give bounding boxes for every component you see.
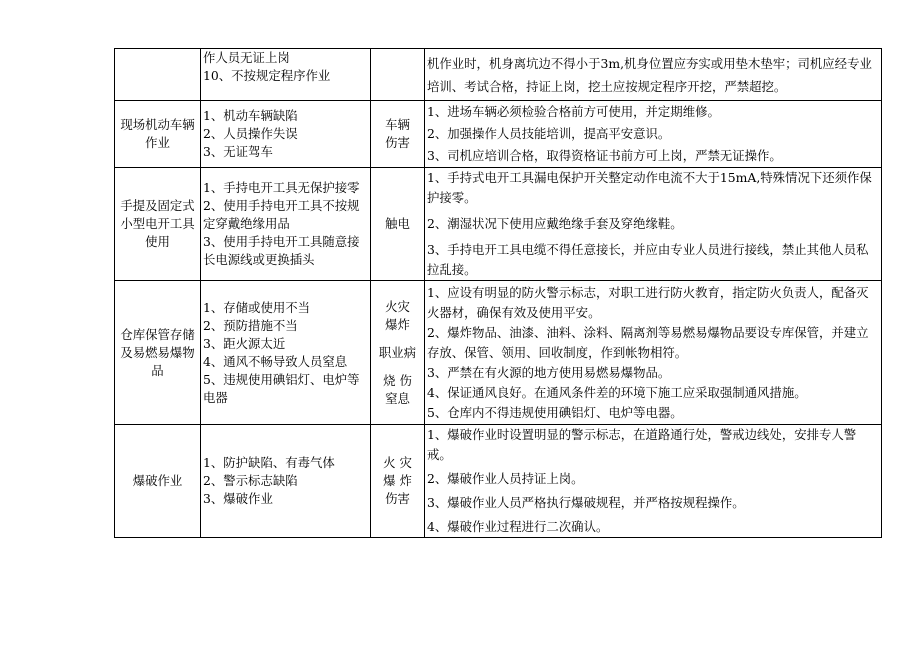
hazard-item: 3、使用手持电开工具随意接长电源线或更换插头: [203, 234, 360, 267]
harm-item: 火 灾: [383, 455, 412, 470]
hazard-item: 4、通风不畅导致人员窒息: [203, 353, 348, 369]
hazard-cell: [201, 168, 371, 281]
work-type-cell: 现场机动车辆作业: [115, 101, 201, 168]
table-row: [115, 425, 882, 538]
measure-cell: [425, 49, 882, 101]
work-type-cell: [115, 49, 201, 101]
measure-item: 1、手持式电开工具漏电保护开关整定动作电流不大于15mA,特殊情况下还须作保护接零。: [427, 170, 872, 205]
work-type-cell: 手提及固定式小型电开工具使用: [115, 168, 201, 281]
harm-cell: [371, 101, 425, 168]
hazard-item: 作人员无证上岗: [203, 50, 290, 65]
measure-item: 5、仓库内不得违规使用碘铝灯、电炉等电器。: [427, 404, 683, 420]
hazard-item: 1、手持电开工具无保护接零: [203, 180, 360, 195]
measure-item: 3、爆破作业人员严格执行爆破规程，并严格按规程操作。: [427, 495, 745, 510]
harm-item: 窒息: [385, 390, 410, 406]
measure-item: 4、爆破作业过程进行二次确认。: [427, 519, 609, 534]
hazard-cell: [201, 49, 371, 101]
measure-cell: [425, 101, 882, 168]
hazard-item: 1、防护缺陷、有毒气体: [203, 455, 335, 470]
table-row: [115, 49, 882, 101]
safety-measures-table: [114, 48, 882, 538]
hazard-item: 3、距火源太近: [203, 335, 286, 351]
harm-item: 爆炸: [385, 316, 410, 332]
table-row: [115, 101, 882, 168]
measure-cell: [425, 425, 882, 538]
measure-item: 2、潮湿状况下使用应戴绝缘手套及穿绝缘鞋。: [427, 216, 683, 231]
hazard-item: 10、不按规定程序作业: [203, 68, 331, 83]
measure-item: 3、司机应培训合格，取得资格证书前方可上岗，严禁无证操作。: [427, 148, 782, 163]
harm-item: 车辆: [385, 117, 410, 132]
hazard-item: 2、警示标志缺陷: [203, 473, 298, 488]
measure-cell: [425, 168, 882, 281]
harm-item: 伤害: [385, 491, 410, 506]
hazard-cell: [201, 281, 371, 425]
measure-cell: [425, 281, 882, 425]
hazard-item: 2、人员操作失误: [203, 126, 298, 141]
measure-item: 2、加强操作人员技能培训，提高平安意识。: [427, 126, 671, 141]
harm-item: 触电: [385, 216, 410, 231]
measure-item: 1、进场车辆必须检验合格前方可使用，并定期维修。: [427, 104, 720, 119]
harm-cell: [371, 168, 425, 281]
measure-item: 2、爆破作业人员持证上岗。: [427, 471, 584, 486]
measure-item: 1、应设有明显的防火警示标志，对职工进行防火教育，指定防火负责人，配备灭火器材，确保有效及使用平安。: [427, 284, 869, 320]
hazard-item: 1、机动车辆缺陷: [203, 108, 298, 123]
harm-cell: [371, 49, 425, 101]
hazard-item: 2、使用手持电开工具不按规定穿戴绝缘用品: [203, 198, 360, 231]
measure-item: 3、手持电开工具电缆不得任意接长，并应由专业人员进行接线，禁止其他人员私拉乱接。: [427, 242, 869, 277]
hazard-item: 1、存储或使用不当: [203, 299, 311, 315]
harm-item: 职业病: [378, 344, 417, 360]
hazard-item: 3、爆破作业: [203, 491, 273, 506]
hazard-item: 2、预防措施不当: [203, 317, 298, 333]
measure-item: 3、严禁在有火源的地方使用易燃易爆物品。: [427, 364, 671, 380]
work-type-cell: 仓库保管存储及易燃易爆物品: [115, 281, 201, 425]
harm-item: 伤害: [385, 135, 410, 150]
harm-item: 爆 炸: [383, 473, 412, 488]
measure-item: 机作业时，机身离坑边不得小于3m,机身位置应夯实或用垫木垫牢；司机应经专业培训、考试合格，持证上岗，挖土应按规定程序开挖，严禁超挖。: [427, 55, 872, 94]
harm-cell: [371, 425, 425, 538]
measure-item: 1、爆破作业时设置明显的警示标志，在道路通行处，警戒边线处，安排专人警戒。: [427, 427, 857, 462]
work-type-cell: 爆破作业: [115, 425, 201, 538]
harm-item: 火灾: [385, 298, 410, 314]
table-row: [115, 168, 882, 281]
measure-item: 4、保证通风良好。在通风条件差的环境下施工应采取强制通风措施。: [427, 384, 807, 400]
hazard-item: 5、违规使用碘铝灯、电炉等电器: [203, 371, 360, 405]
measure-item: 2、爆炸物品、油漆、油料、涂料、隔离剂等易燃易爆物品要设专库保管，并建立存放、保管、领用、回收制度，作到帐物相符。: [427, 324, 869, 360]
hazard-cell: [201, 101, 371, 168]
harm-item: 烧 伤: [383, 372, 412, 388]
table-row: [115, 281, 882, 425]
harm-cell: [371, 281, 425, 425]
hazard-item: 3、无证驾车: [203, 144, 273, 159]
hazard-cell: [201, 425, 371, 538]
